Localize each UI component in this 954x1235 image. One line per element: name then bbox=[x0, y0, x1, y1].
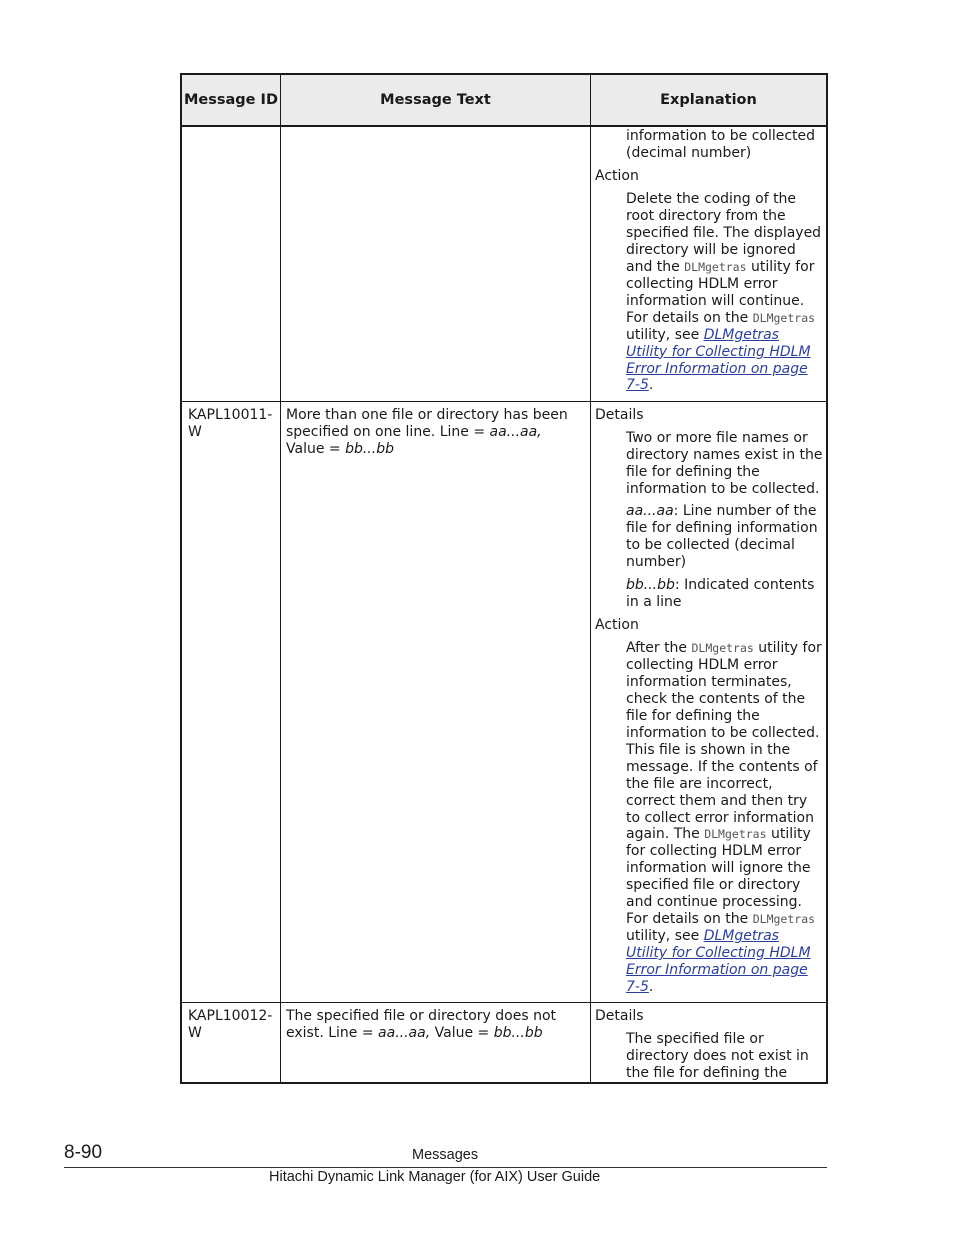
action-label: Action bbox=[595, 168, 639, 184]
details-label: Details bbox=[595, 407, 644, 423]
details-paragraph: bb...bb: Indicated contents in a line bbox=[626, 577, 815, 610]
header-explanation: Explanation bbox=[660, 92, 757, 108]
details-paragraph: Two or more file names or directory names exist in the file for defining the information to be collected. bbox=[626, 430, 823, 497]
cross-reference-link[interactable]: DLMgetras Utility for Collecting HDLM Error Information on page 7-5 bbox=[626, 928, 811, 996]
row-divider bbox=[182, 1002, 826, 1003]
details-paragraph: The specified file or directory does not exist in the file for defining the bbox=[626, 1031, 809, 1081]
message-id: KAPL10011-W bbox=[188, 407, 273, 440]
footer-section: Messages bbox=[412, 1147, 479, 1163]
column-divider bbox=[280, 75, 281, 1082]
explanation-continuation: information to be collected (decimal number) bbox=[626, 128, 816, 161]
header-message-text: Message Text bbox=[380, 92, 491, 108]
footer-divider bbox=[64, 1167, 827, 1168]
row-divider bbox=[182, 401, 826, 402]
details-paragraph: aa...aa: Line number of the file for defining information to be collected (decimal number) bbox=[626, 503, 818, 570]
message-id: KAPL10012-W bbox=[188, 1008, 273, 1041]
action-text: After the DLMgetras utility for collecting HDLM error information terminates, check the contents of the file for defining the information to be collected. This file is shown in the message. If the contents of the file are incorrect, correct them and then try to collect error information again. The DLMgetras utility for collecting HDLM error information will ignore the specified file or directory and continue processing. For details on the DLMgetras utility, see DLMgetras Utility for Collecting HDLM Error Information on page 7-5. bbox=[626, 640, 822, 996]
message-text: More than one file or directory has been specified on one line. Line = aa...aa, Value = bb...bb bbox=[286, 407, 568, 457]
messages-table bbox=[180, 73, 828, 1084]
table-header bbox=[182, 75, 826, 127]
header-message-id: Message ID bbox=[183, 92, 278, 108]
cross-reference-link[interactable]: DLMgetras Utility for Collecting HDLM Error Information on page 7-5 bbox=[626, 326, 811, 394]
footer-title: Hitachi Dynamic Link Manager (for AIX) User Guide bbox=[269, 1169, 601, 1185]
message-text: The specified file or directory does not exist. Line = aa...aa, Value = bb...bb bbox=[286, 1008, 556, 1041]
details-label: Details bbox=[595, 1008, 644, 1024]
action-label: Action bbox=[595, 617, 639, 633]
column-divider bbox=[590, 75, 591, 1082]
page-number: 8-90 bbox=[64, 1142, 103, 1163]
action-text: Delete the coding of the root directory from the specified file. The displayed directory will be ignored and the DLMgetras utility for collecting HDLM error information will continue. For details on the DLMgetras utility, see DLMgetras Utility for Collecting HDLM Error Information on page 7-5. bbox=[626, 191, 822, 394]
